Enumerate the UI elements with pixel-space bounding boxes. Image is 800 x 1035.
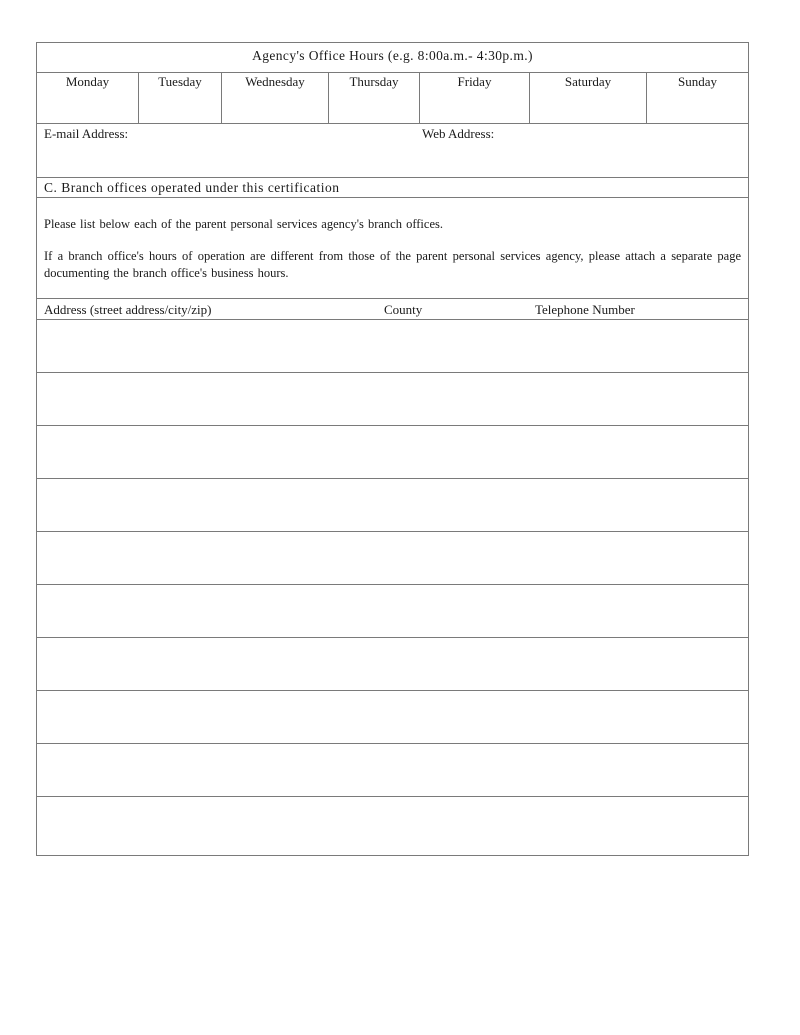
branch-row[interactable]: [37, 797, 748, 855]
branch-table-header: [37, 299, 748, 320]
email-label: E-mail Address:: [44, 126, 129, 141]
branch-row[interactable]: [37, 744, 748, 797]
day-label: Wednesday: [245, 74, 305, 89]
web-label: Web Address:: [422, 126, 495, 141]
day-cell-saturday[interactable]: [530, 73, 647, 123]
branch-office-form: [36, 42, 749, 856]
day-cell-monday[interactable]: [37, 73, 139, 123]
day-cell-sunday[interactable]: [647, 73, 748, 123]
day-label: Saturday: [564, 74, 612, 89]
branch-row[interactable]: [37, 585, 748, 638]
section-c-heading: C. Branch offices operated under this certification: [37, 178, 748, 198]
day-cell-wednesday[interactable]: [222, 73, 329, 123]
day-cell-thursday[interactable]: [329, 73, 420, 123]
branch-row[interactable]: [37, 638, 748, 691]
column-header-telephone: Telephone Number: [535, 302, 635, 317]
day-cell-friday[interactable]: [420, 73, 530, 123]
instruction-list-branches: Please list below each of the parent personal services agency's branch offices.: [44, 217, 443, 231]
day-label: Sunday: [678, 74, 717, 89]
branch-row[interactable]: [37, 532, 748, 585]
office-hours-title: Agency's Office Hours (e.g. 8:00a.m.- 4:30p.m.): [37, 43, 748, 73]
day-cell-tuesday[interactable]: [139, 73, 222, 123]
column-header-county: County: [384, 302, 423, 317]
instructions: [37, 198, 748, 299]
office-hours-days-row: [37, 73, 748, 124]
branch-row[interactable]: [37, 691, 748, 744]
branch-row[interactable]: [37, 479, 748, 532]
instruction-hours-note: If a branch office's hours of operation are different from those of the parent personal services agency, please attach a separate page documenting the branch office's business hours.: [44, 249, 741, 280]
branch-row[interactable]: [37, 426, 748, 479]
branch-row[interactable]: [37, 320, 748, 373]
day-label: Friday: [457, 74, 492, 89]
branch-row[interactable]: [37, 373, 748, 426]
day-label: Thursday: [349, 74, 399, 89]
contact-row: [37, 124, 748, 178]
column-header-address: Address (street address/city/zip): [44, 302, 212, 317]
day-label: Tuesday: [158, 74, 202, 89]
day-label: Monday: [65, 74, 110, 89]
